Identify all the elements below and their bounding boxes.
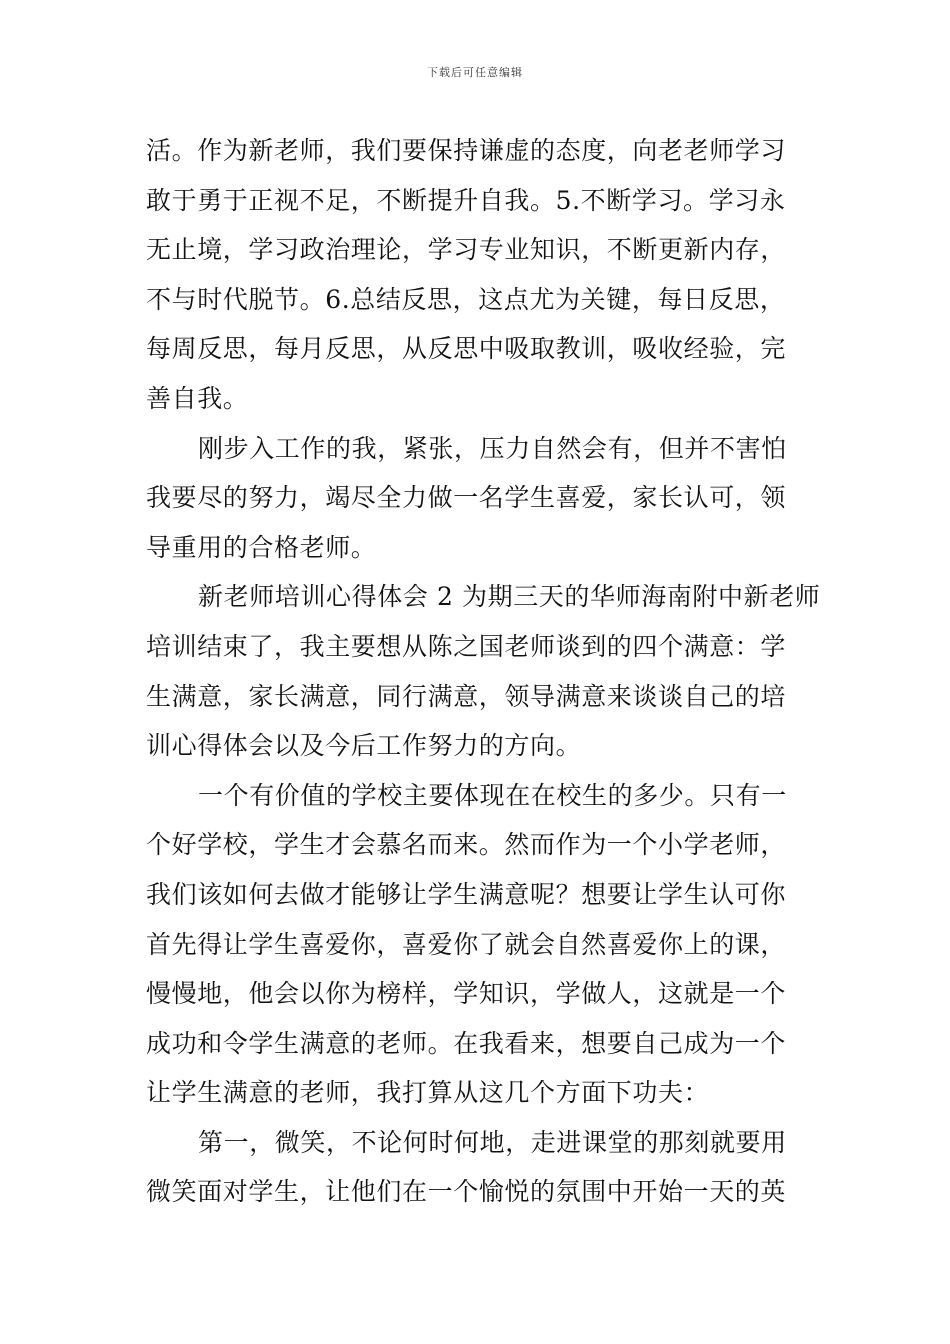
text-line: 善自我。 bbox=[146, 383, 249, 413]
document-body bbox=[146, 126, 821, 1217]
text-line: 慢慢地，他会以你为榜样，学知识，学做人，这就是一个 bbox=[146, 979, 787, 1009]
text-line: 成功和令学生满意的老师。在我看来，想要自己成为一个 bbox=[146, 1028, 787, 1058]
paragraph-first-line: 刚步入工作的我，紧张，压力自然会有，但并不害怕 bbox=[198, 433, 787, 463]
text-line: 首先得让学生喜爱你，喜爱你了就会自然喜爱你上的课， bbox=[146, 929, 787, 959]
text-line: 我要尽的努力，竭尽全力做一名学生喜爱，家长认可，领 bbox=[146, 483, 787, 513]
text-line: 敢于勇于正视不足，不断提升自我。5.不断学习。学习永 bbox=[146, 185, 786, 215]
paragraph-first-line: 一个有价值的学校主要体现在在校生的多少。只有一 bbox=[198, 780, 787, 810]
text-line: 微笑面对学生，让他们在一个愉悦的氛围中开始一天的英 bbox=[146, 1177, 787, 1207]
text-line: 生满意，家长满意，同行满意，领导满意来谈谈自己的培 bbox=[146, 681, 787, 711]
text-line: 导重用的合格老师。 bbox=[146, 532, 377, 562]
text-line: 不与时代脱节。6.总结反思，这点尤为关键，每日反思， bbox=[146, 284, 786, 314]
text-line: 无止境，学习政治理论，学习专业知识，不断更新内存， bbox=[146, 235, 787, 265]
paragraph-first-line: 第一，微笑，不论何时何地，走进课堂的那刻就要用 bbox=[198, 1127, 787, 1157]
paragraph-first-line: 新老师培训心得体会 2 为期三天的华师海南附中新老师 bbox=[198, 582, 821, 612]
page-header-note: 下载后可任意编辑 bbox=[427, 66, 523, 79]
text-line: 我们该如何去做才能够让学生满意呢？想要让学生认可你 bbox=[146, 879, 787, 909]
text-line: 让学生满意的老师，我打算从这几个方面下功夫： bbox=[146, 1078, 710, 1108]
text-line: 活。作为新老师，我们要保持谦虚的态度，向老老师学习 bbox=[146, 136, 787, 165]
text-line: 培训结束了，我主要想从陈之国老师谈到的四个满意：学 bbox=[146, 631, 787, 661]
text-line: 个好学校，学生才会慕名而来。然而作为一个小学老师， bbox=[146, 830, 787, 860]
text-line: 训心得体会以及今后工作努力的方向。 bbox=[146, 731, 582, 761]
text-line: 每周反思，每月反思，从反思中吸取教训，吸收经验，完 bbox=[146, 334, 787, 364]
